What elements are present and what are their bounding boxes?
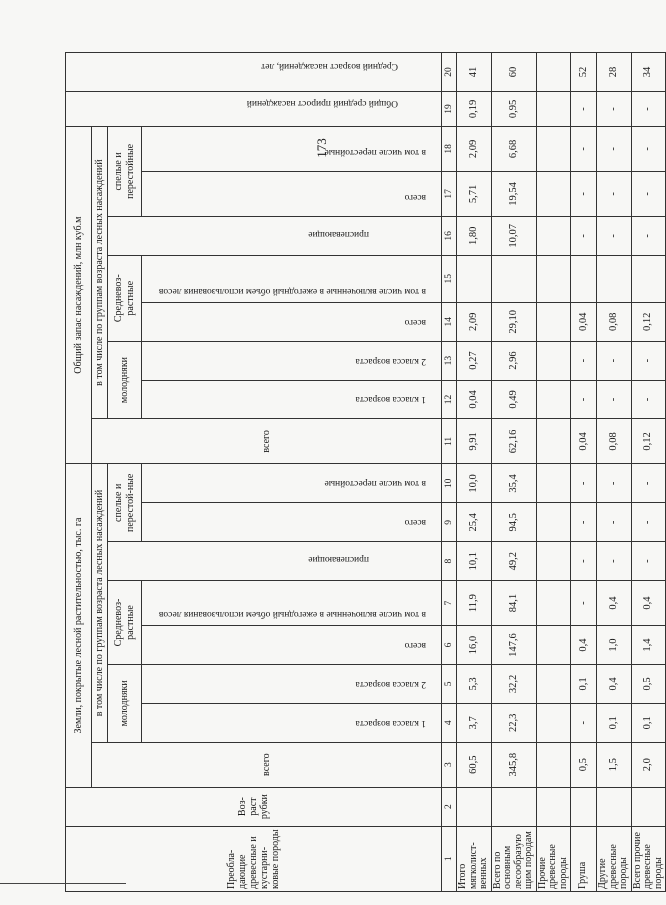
table-cell: 25,4 <box>457 503 492 542</box>
header-area-groups: в том числе по группам возраста лесных насаждений <box>92 464 108 742</box>
table-cell <box>536 53 571 92</box>
table-cell: 29,10 <box>491 302 536 341</box>
header-area-middle-all: всего <box>142 626 442 665</box>
table-cell <box>536 664 571 703</box>
table-cell: 10,07 <box>491 216 536 255</box>
table-cell: 0,95 <box>491 92 536 127</box>
table-cell: 41 <box>457 53 492 92</box>
table-cell: - <box>571 216 597 255</box>
table-cell <box>536 126 571 171</box>
table-cell: 5,71 <box>457 171 492 216</box>
row-label: Итого мягколист-венных <box>457 826 492 891</box>
table-cell: 1,4 <box>631 626 666 665</box>
table-cell <box>571 787 597 826</box>
header-species: Преобла-дающие древесные и кустарни-ковые породы <box>66 826 442 891</box>
table-cell: 2,0 <box>631 742 666 787</box>
table-cell: 19,54 <box>491 171 536 216</box>
table-cell: - <box>597 464 632 503</box>
table-cell: - <box>571 464 597 503</box>
table-cell: 0,1 <box>571 664 597 703</box>
forest-stock-table <box>65 52 666 892</box>
table-row <box>597 53 632 892</box>
table-cell: - <box>571 581 597 626</box>
table-cell: 1,5 <box>597 742 632 787</box>
footnote-rule <box>0 883 126 884</box>
table-cell: - <box>597 92 632 127</box>
table-cell: - <box>631 171 666 216</box>
table-cell <box>491 255 536 302</box>
table-cell: 1,80 <box>457 216 492 255</box>
table-cell: - <box>631 92 666 127</box>
table-cell: 60 <box>491 53 536 92</box>
header-area-class2: 2 класса возраста <box>142 664 442 703</box>
header-area-middle-incl: в том числе включенные в ежегодный объем использования лесов <box>142 581 442 626</box>
table-cell: 34 <box>631 53 666 92</box>
header-stock-middle-incl: в том числе включенные в ежегодный объем использования лесов <box>142 255 442 302</box>
header-stock-ripe-over: в том числе перестойные <box>142 126 442 171</box>
row-label: Всего по основным лесообразую щим породам <box>491 826 536 891</box>
table-cell <box>536 503 571 542</box>
table-cell: 49,2 <box>491 542 536 581</box>
table-cell <box>536 255 571 302</box>
header-area-ripe-all: всего <box>142 503 442 542</box>
table-cell: 52 <box>571 53 597 92</box>
header-area-ripe-over: в том числе перестойные <box>142 464 442 503</box>
table-cell: - <box>597 341 632 380</box>
header-area: Земли, покрытые лесной растительностью, тыс. га <box>66 464 92 787</box>
table-cell: - <box>597 171 632 216</box>
table-cell <box>536 171 571 216</box>
table-cell: 0,08 <box>597 419 632 464</box>
table-cell: 35,4 <box>491 464 536 503</box>
header-area-young: молодняки <box>108 664 142 742</box>
table-cell: - <box>571 380 597 419</box>
table-cell: - <box>597 503 632 542</box>
table-cell: 6,68 <box>491 126 536 171</box>
table-cell <box>536 626 571 665</box>
table-cell: 5,3 <box>457 664 492 703</box>
header-stock-maturing: приспевающие <box>108 216 442 255</box>
table-cell: - <box>571 542 597 581</box>
header-stock-middle-all: всего <box>142 302 442 341</box>
table-cell <box>536 742 571 787</box>
table-cell: 28 <box>597 53 632 92</box>
header-cutting-age: Воз-раст рубки <box>66 787 442 826</box>
table-cell: - <box>631 464 666 503</box>
table-cell: - <box>571 341 597 380</box>
table-cell: - <box>597 542 632 581</box>
table-cell: 60,5 <box>457 742 492 787</box>
table-cell: 0,04 <box>571 419 597 464</box>
table-cell: 0,04 <box>457 380 492 419</box>
table-cell: 2,09 <box>457 126 492 171</box>
table-cell: 0,5 <box>631 664 666 703</box>
table-cell: - <box>571 126 597 171</box>
table-cell: 62,16 <box>491 419 536 464</box>
page-number: 173 <box>313 138 329 158</box>
table-cell <box>631 255 666 302</box>
table-cell: 0,19 <box>457 92 492 127</box>
table-cell: - <box>571 703 597 742</box>
header-area-ripe: спелые и перестой-ные <box>108 464 142 542</box>
header-area-maturing: приспевающие <box>108 542 442 581</box>
table-cell: 22,3 <box>491 703 536 742</box>
table-cell: 0,49 <box>491 380 536 419</box>
table-cell: - <box>631 542 666 581</box>
header-area-total: всего <box>92 742 442 787</box>
table-cell: - <box>571 171 597 216</box>
table-cell: 1,0 <box>597 626 632 665</box>
table-cell <box>536 92 571 127</box>
table-cell: 9,91 <box>457 419 492 464</box>
table-cell <box>536 216 571 255</box>
table-cell <box>457 255 492 302</box>
table-cell: 147,6 <box>491 626 536 665</box>
table-cell: 0,4 <box>597 664 632 703</box>
table-cell: 0,5 <box>571 742 597 787</box>
table-cell: 11,9 <box>457 581 492 626</box>
table-cell: 32,2 <box>491 664 536 703</box>
row-label: Прочие древесные породы <box>536 826 571 891</box>
table-cell <box>536 380 571 419</box>
table-cell: - <box>597 380 632 419</box>
table-cell <box>536 787 571 826</box>
table-cell: 0,04 <box>571 302 597 341</box>
header-stock-ripe-all: всего <box>142 171 442 216</box>
table-cell <box>457 787 492 826</box>
table-row <box>571 53 597 892</box>
table-cell: - <box>631 341 666 380</box>
table-cell: 0,12 <box>631 302 666 341</box>
row-label: Другие древесные породы <box>597 826 632 891</box>
table-cell <box>536 464 571 503</box>
header-area-class1: 1 класса возраста <box>142 703 442 742</box>
table-cell: 0,12 <box>631 419 666 464</box>
table-row <box>536 53 571 892</box>
header-stock-total: всего <box>92 419 442 464</box>
row-label: Всего прочие древесные породы <box>631 826 666 891</box>
table-cell: 0,4 <box>631 581 666 626</box>
table-cell: 2,09 <box>457 302 492 341</box>
table-cell: 10,1 <box>457 542 492 581</box>
table-cell <box>536 302 571 341</box>
table-cell <box>631 787 666 826</box>
row-label: Груша <box>571 826 597 891</box>
table-cell <box>536 542 571 581</box>
header-stock-class1: 1 класса возраста <box>142 380 442 419</box>
table-cell: 3,7 <box>457 703 492 742</box>
table-cell <box>536 581 571 626</box>
table-cell <box>571 255 597 302</box>
table-cell: - <box>631 503 666 542</box>
table-cell: 0,27 <box>457 341 492 380</box>
table-row <box>457 53 492 892</box>
table-cell <box>536 341 571 380</box>
header-stock-groups: в том числе по группам возраста лесных насаждений <box>92 126 108 419</box>
table-cell: 0,1 <box>597 703 632 742</box>
header-area-middle: Средневоз-растные <box>108 581 142 665</box>
header-stock: Общий запас насаждений, млн куб.м <box>66 126 92 464</box>
header-stock-ripe: спелые и перестойные <box>108 126 142 216</box>
table-cell <box>597 787 632 826</box>
table-cell: - <box>571 503 597 542</box>
header-stock-young: молодняки <box>108 341 142 419</box>
table-cell <box>536 703 571 742</box>
table-cell: - <box>571 92 597 127</box>
table-cell: 0,4 <box>597 581 632 626</box>
table-cell: 0,4 <box>571 626 597 665</box>
table-cell: 94,5 <box>491 503 536 542</box>
table-cell: - <box>597 216 632 255</box>
table-cell: - <box>631 380 666 419</box>
table-cell: 2,96 <box>491 341 536 380</box>
table-cell: 0,08 <box>597 302 632 341</box>
table-cell: 10,0 <box>457 464 492 503</box>
table-cell: - <box>631 126 666 171</box>
table-row <box>491 53 536 892</box>
table-cell: 345,8 <box>491 742 536 787</box>
header-avg-age: Средний возраст насаждений, лет <box>66 53 442 92</box>
table-cell <box>536 419 571 464</box>
header-stock-middle: Средневоз-растные <box>108 255 142 341</box>
table-cell: - <box>597 126 632 171</box>
column-index-row: 1 2 3 4 5 6 7 8 9 10 11 12 13 14 15 16 17 18 19 20 <box>442 53 457 892</box>
table-cell: 16,0 <box>457 626 492 665</box>
table-cell: 84,1 <box>491 581 536 626</box>
table-cell: 0,1 <box>631 703 666 742</box>
table-cell <box>491 787 536 826</box>
table-cell: - <box>631 216 666 255</box>
table-row <box>631 53 666 892</box>
header-stock-class2: 2 класса возраста <box>142 341 442 380</box>
rotated-table-container <box>65 52 664 892</box>
header-growth: Общий средний прирост насаждений <box>66 92 442 127</box>
table-cell <box>597 255 632 302</box>
